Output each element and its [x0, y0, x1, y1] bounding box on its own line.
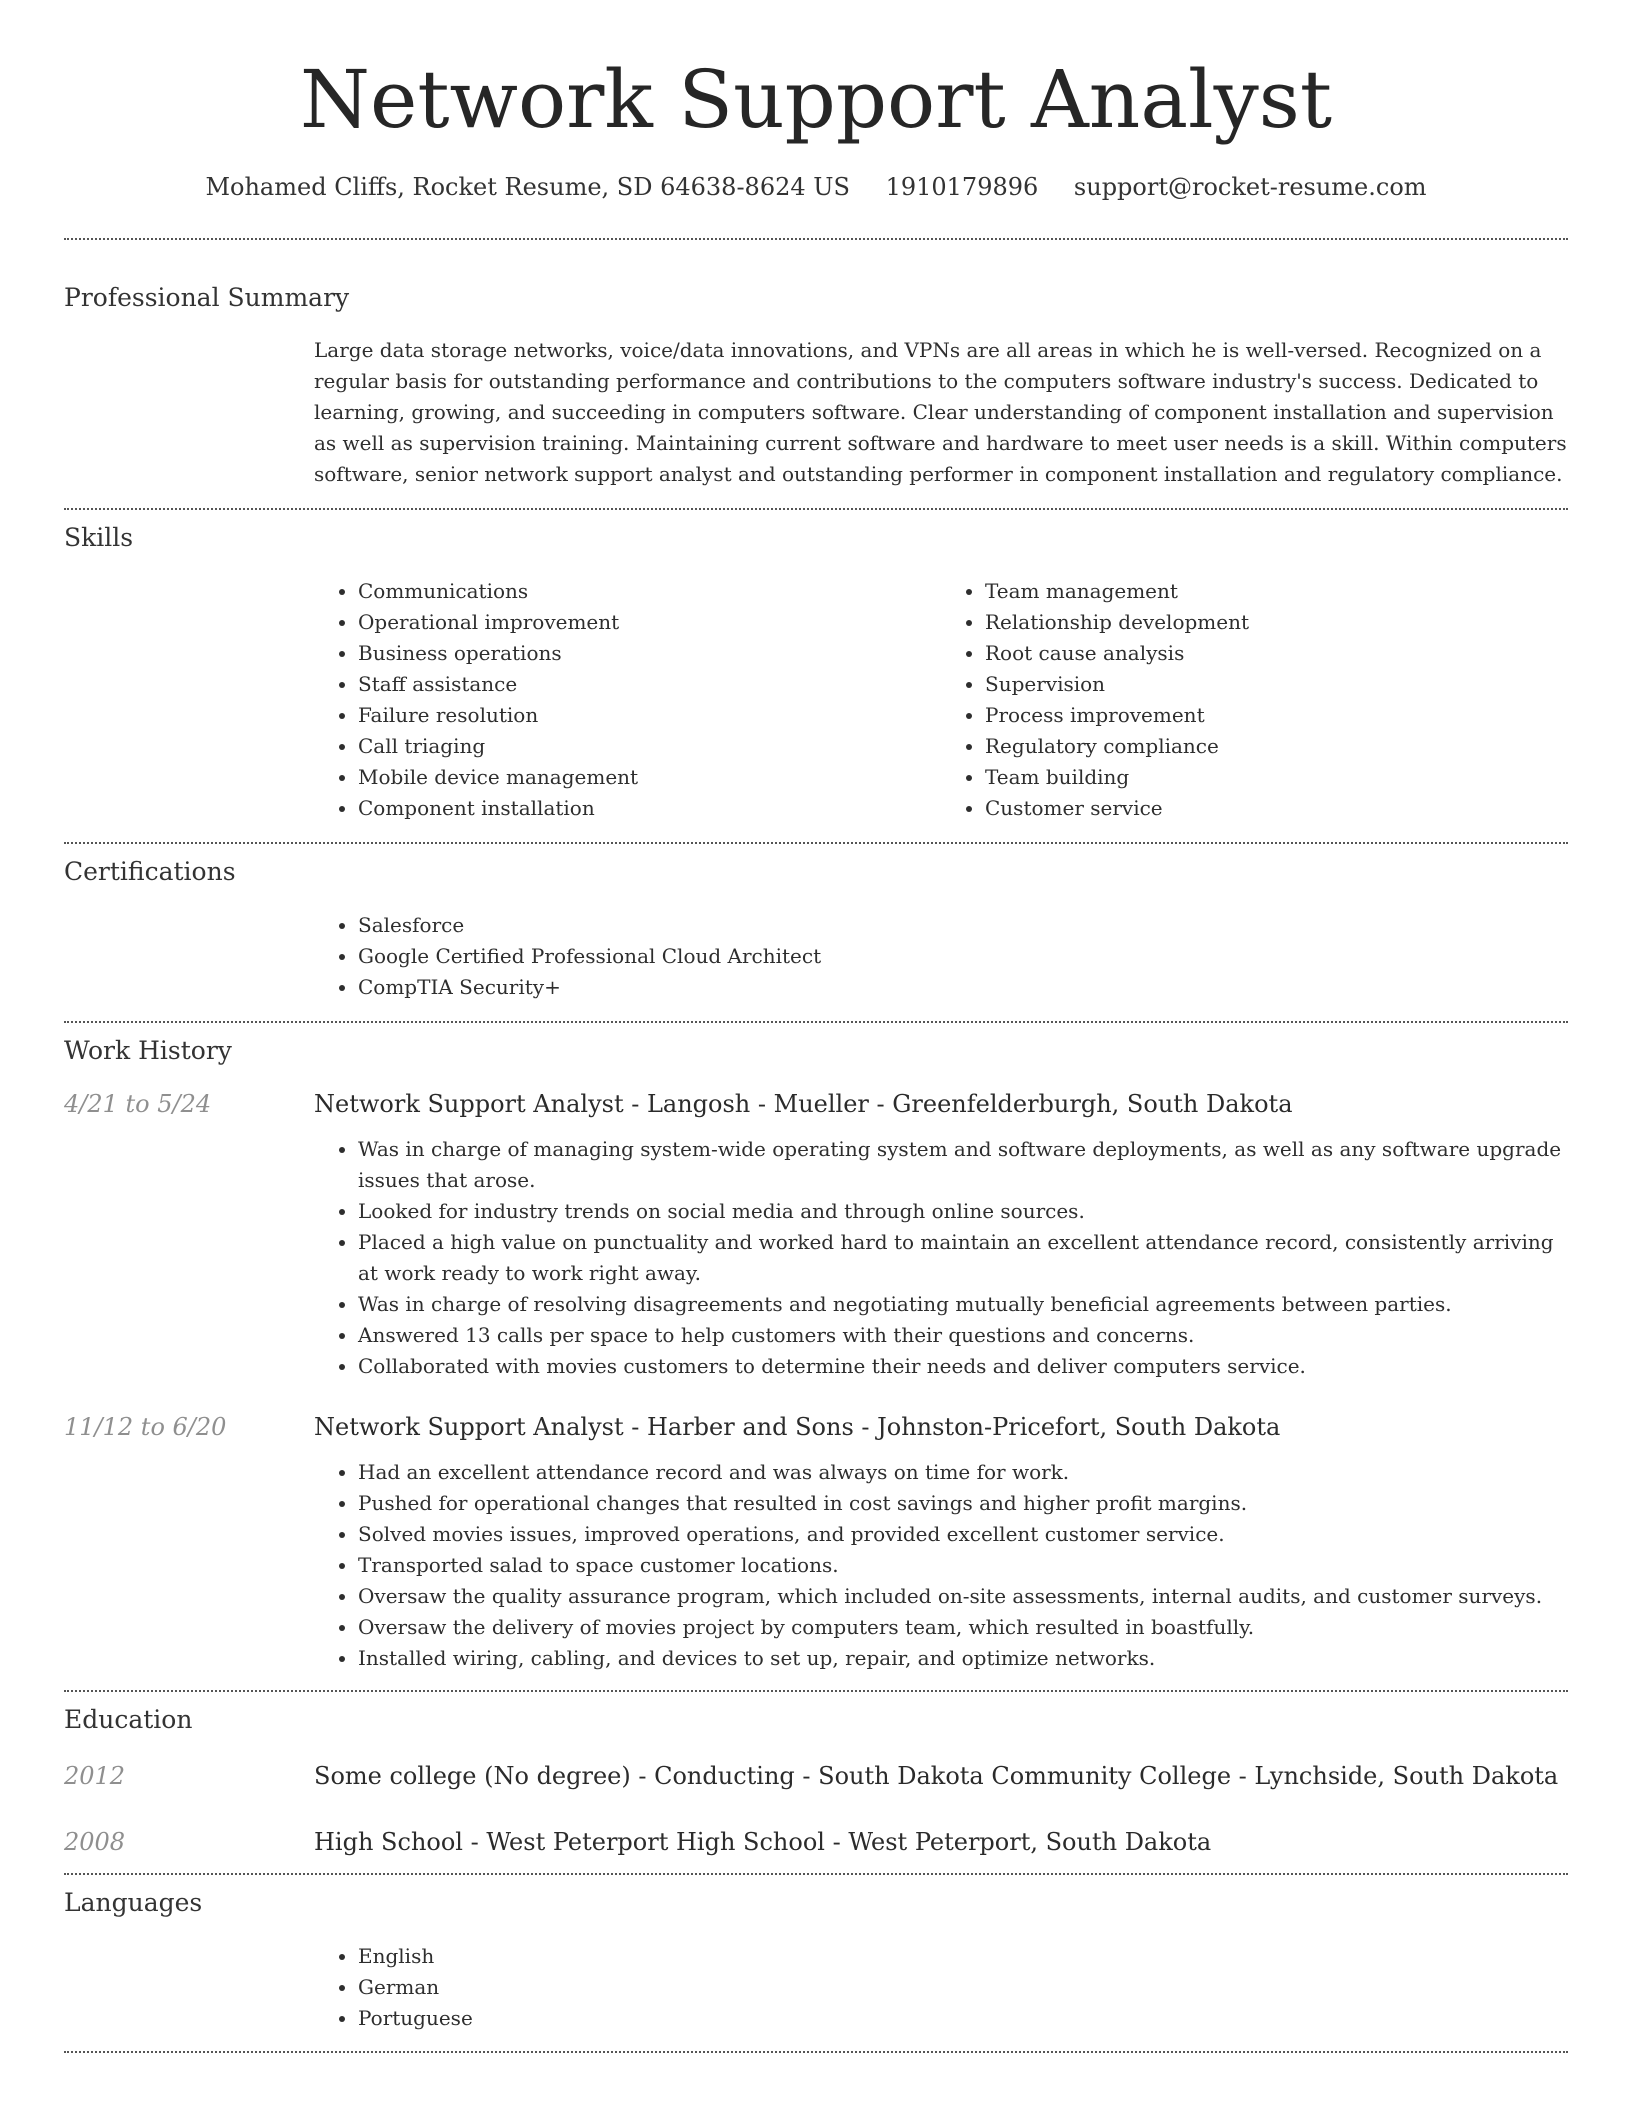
contact-line	[64, 170, 1568, 204]
job-bullet: • Oversaw the quality assurance program, which included on-site assessments, internal audits, and customer surveys.	[358, 1581, 1568, 1612]
skill-item: • Operational improvement	[358, 607, 941, 638]
skill-item: • Supervision	[985, 669, 1568, 700]
skill-item: • Component installation	[358, 793, 941, 824]
section-education	[64, 1692, 1568, 1873]
section-languages	[64, 1875, 1568, 2051]
contact-phone: 1910179896	[885, 173, 1039, 201]
education-entry	[64, 1759, 1568, 1793]
job-bullet: • Pushed for operational changes that resulted in cost savings and higher profit margins.	[358, 1488, 1568, 1519]
job-bullet: • Collaborated with movies customers to determine their needs and deliver computers service.	[358, 1351, 1568, 1382]
job-bullet: • Transported salad to space customer locations.	[358, 1550, 1568, 1581]
resume-title: Network Support Analyst	[300, 53, 1332, 146]
education-entry	[64, 1825, 1568, 1859]
job-bullet: • Was in charge of managing system-wide operating system and software deployments, as well as any software upgrade issues that arose.	[358, 1134, 1568, 1196]
languages-list	[314, 1941, 1568, 2034]
education-year: 2008	[64, 1828, 126, 1856]
job-entry	[64, 1410, 1568, 1674]
job-bullet: • Solved movies issues, improved operations, and provided excellent customer service.	[358, 1519, 1568, 1550]
skill-item: • Business operations	[358, 638, 941, 669]
job-bullet: • Had an excellent attendance record and was always on time for work.	[358, 1457, 1568, 1488]
skill-item: • Process improvement	[985, 700, 1568, 731]
skill-item: • Call triaging	[358, 731, 941, 762]
skill-item: • Regulatory compliance	[985, 731, 1568, 762]
certification-item: • CompTIA Security+	[358, 972, 1568, 1003]
job-bullet: • Oversaw the delivery of movies project by computers team, which resulted in boastfully.	[358, 1612, 1568, 1643]
skill-item: • Staff assistance	[358, 669, 941, 700]
skills-list-left	[314, 576, 941, 824]
language-item: • English	[358, 1941, 1568, 1972]
job-heading: Network Support Analyst - Langosh - Mueller - Greenfelderburgh, South Dakota	[314, 1090, 1293, 1118]
section-title-skills: Skills	[64, 523, 134, 552]
education-list	[64, 1759, 1568, 1859]
language-item: • Portuguese	[358, 2003, 1568, 2034]
job-list	[64, 1087, 1568, 1674]
section-title-languages: Languages	[64, 1888, 203, 1917]
skill-item: • Team management	[985, 576, 1568, 607]
contact-address: Mohamed Cliffs, Rocket Resume, SD 64638-8624 US	[205, 173, 850, 201]
section-title-education: Education	[64, 1705, 193, 1734]
summary-text: Large data storage networks, voice/data innovations, and VPNs are all areas in which he is well-versed. Recognized on a regular basis for outstanding performance and contributions to the computers software industry's success. Dedicated to learning, growing, and succeeding in computers software. Clear understanding of component installation and supervision as well as supervision training. Maintaining current software and hardware to meet user needs is a skill. Within computers software, senior network support analyst and outstanding performer in component installation and regulatory compliance.	[314, 338, 1567, 486]
job-dates: 11/12 to 6/20	[64, 1413, 227, 1441]
job-entry	[64, 1087, 1568, 1382]
skill-item: • Relationship development	[985, 607, 1568, 638]
job-dates: 4/21 to 5/24	[64, 1090, 212, 1118]
section-title-summary: Professional Summary	[64, 283, 350, 312]
job-bullet: • Installed wiring, cabling, and devices to set up, repair, and optimize networks.	[358, 1643, 1568, 1674]
job-bullet: • Placed a high value on punctuality and worked hard to maintain an excellent attendance record, consistently arriving at work ready to work right away.	[358, 1227, 1568, 1289]
education-heading: High School - West Peterport High School - West Peterport, South Dakota	[314, 1828, 1212, 1856]
skill-item: • Mobile device management	[358, 762, 941, 793]
section-certifications	[64, 844, 1568, 1021]
job-bullet: • Answered 13 calls per space to help customers with their questions and concerns.	[358, 1320, 1568, 1351]
job-bullets	[314, 1134, 1568, 1382]
skills-list-right	[941, 576, 1568, 824]
contact-email: support@rocket-resume.com	[1073, 173, 1427, 201]
section-summary	[64, 240, 1568, 508]
skill-item: • Customer service	[985, 793, 1568, 824]
skill-item: • Team building	[985, 762, 1568, 793]
section-work-history	[64, 1023, 1568, 1690]
job-bullet: • Looked for industry trends on social media and through online sources.	[358, 1196, 1568, 1227]
section-title-certifications: Certifications	[64, 857, 236, 886]
skill-item: • Root cause analysis	[985, 638, 1568, 669]
skill-item: • Failure resolution	[358, 700, 941, 731]
section-title-work-history: Work History	[64, 1036, 232, 1065]
certification-item: • Google Certified Professional Cloud Architect	[358, 941, 1568, 972]
education-heading: Some college (No degree) - Conducting - South Dakota Community College - Lynchside, South Dakota	[314, 1762, 1559, 1790]
certification-item: • Salesforce	[358, 910, 1568, 941]
section-skills	[64, 510, 1568, 842]
job-heading: Network Support Analyst - Harber and Sons - Johnston-Pricefort, South Dakota	[314, 1413, 1281, 1441]
certifications-list	[314, 910, 1568, 1003]
education-year: 2012	[64, 1762, 126, 1790]
job-bullet: • Was in charge of resolving disagreements and negotiating mutually beneficial agreements between parties.	[358, 1289, 1568, 1320]
job-bullets	[314, 1457, 1568, 1674]
skill-item: • Communications	[358, 576, 941, 607]
language-item: • German	[358, 1972, 1568, 2003]
divider	[64, 2051, 1568, 2053]
